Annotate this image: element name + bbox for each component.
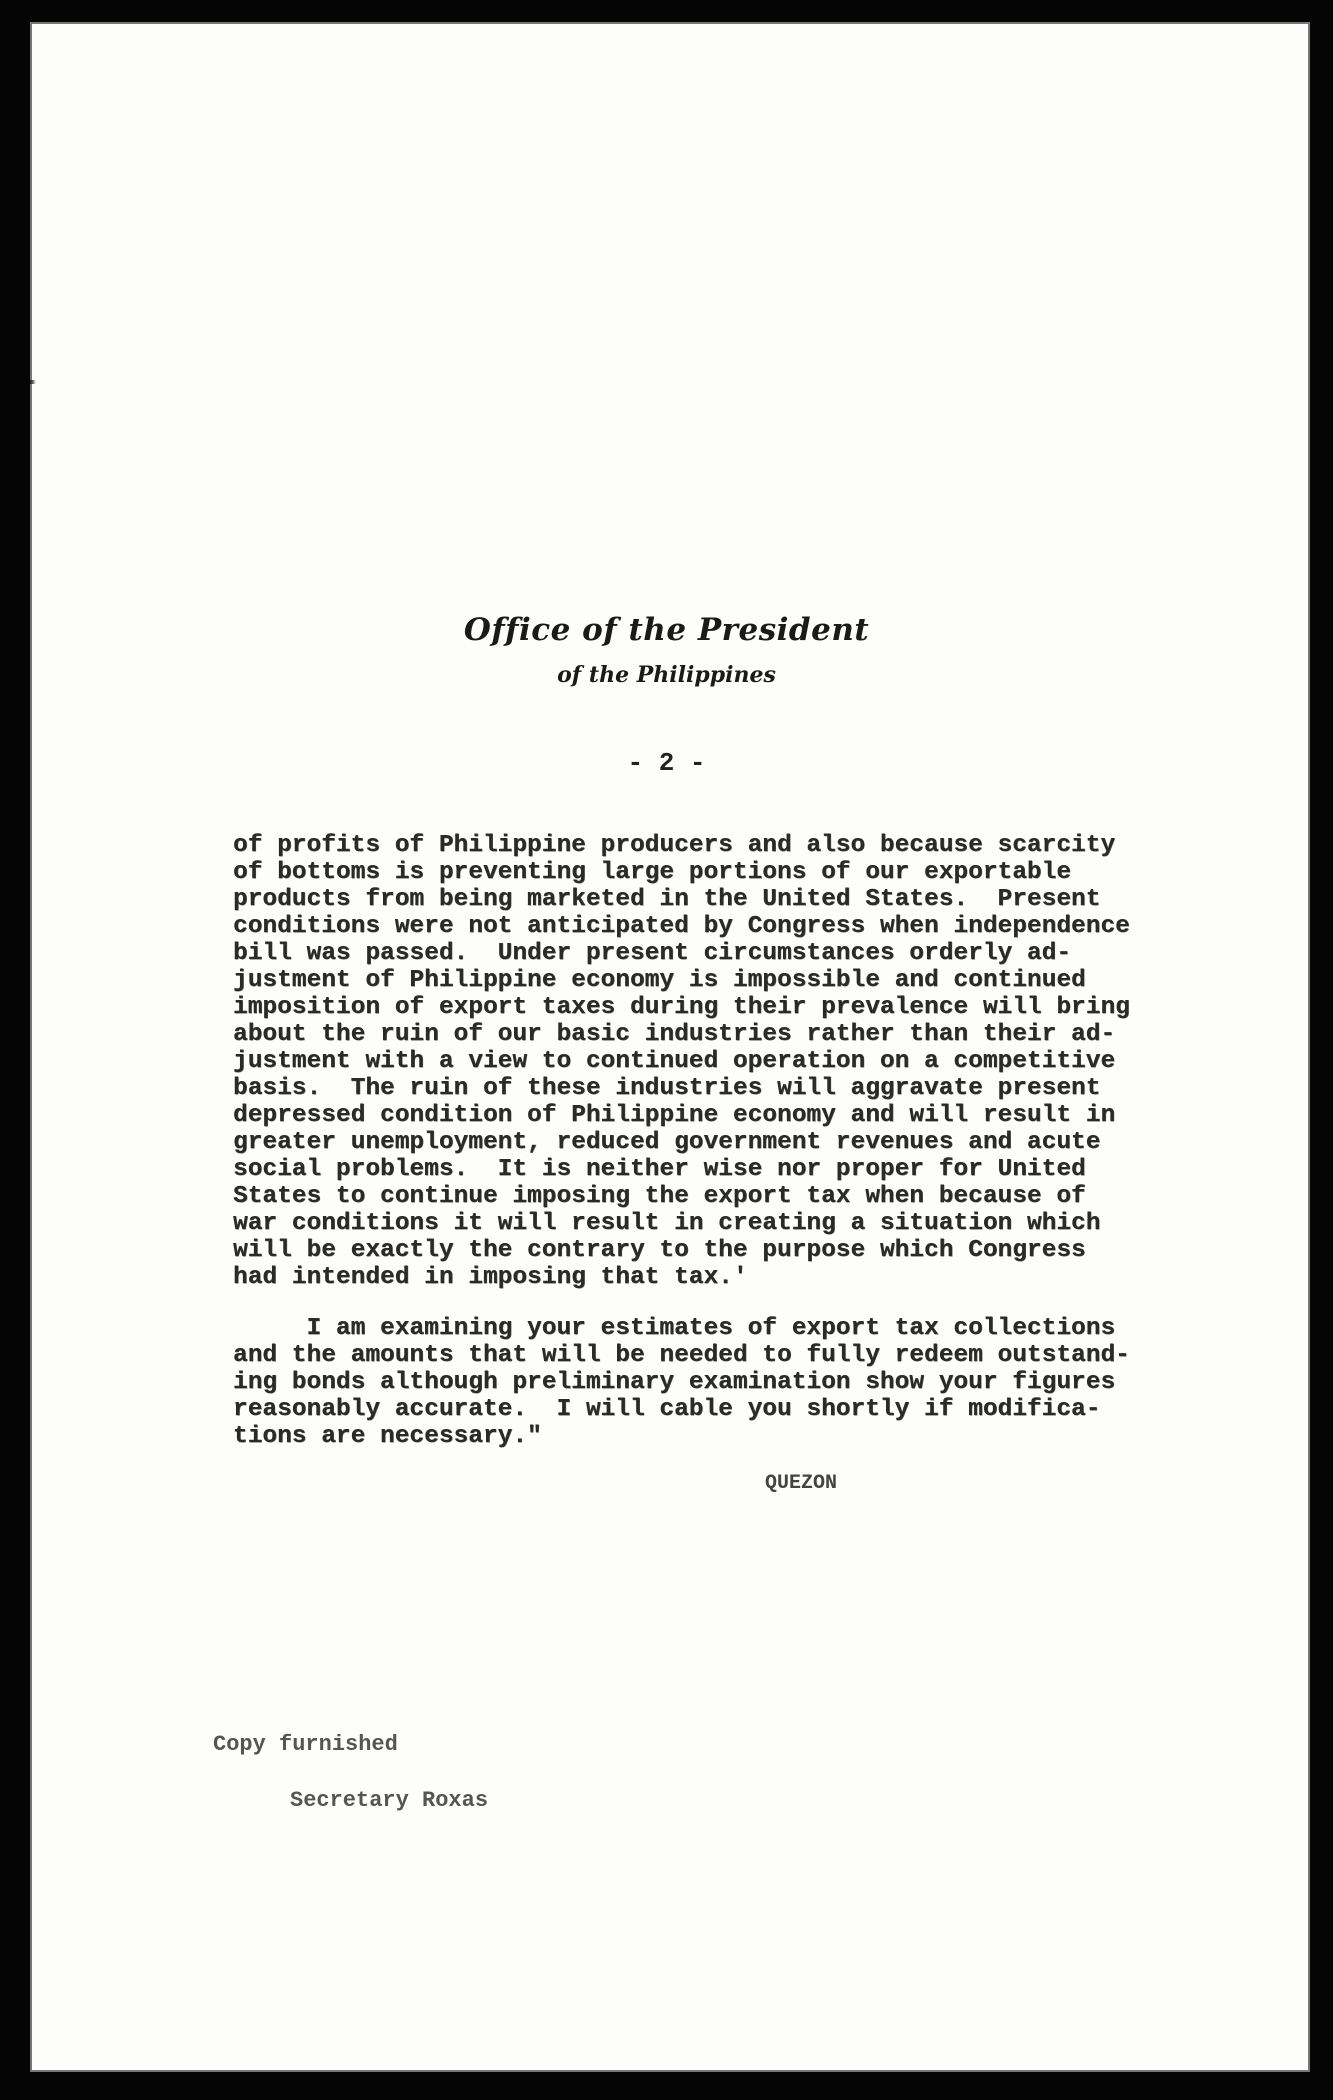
body-line: States to continue imposing the export tax when because of <box>233 1183 1086 1210</box>
letterhead-subtitle: of the Philippines <box>557 662 776 688</box>
body-line: conditions were not anticipated by Congress when independence <box>233 913 1130 940</box>
body-line: war conditions it will result in creating a situation which <box>233 1210 1101 1237</box>
body-line: justment with a view to continued operation on a competitive <box>233 1048 1116 1075</box>
body-line: will be exactly the contrary to the purpose which Congress <box>233 1237 1086 1264</box>
body-line: bill was passed. Under present circumstances orderly ad- <box>233 940 1072 967</box>
body-line: had intended in imposing that tax.' <box>233 1264 748 1291</box>
copy-furnished-label: Copy furnished <box>213 1732 398 1757</box>
signature: QUEZON <box>765 1472 838 1495</box>
body-line: products from being marketed in the United States. Present <box>233 886 1101 913</box>
letterhead-title: Office of the President <box>463 612 870 648</box>
body-line: social problems. It is neither wise nor proper for United <box>233 1156 1086 1183</box>
body-line: and the amounts that will be needed to fully redeem outstand- <box>233 1342 1130 1369</box>
body-line: depressed condition of Philippine economy and will result in <box>233 1102 1116 1129</box>
body-line: greater unemployment, reduced government revenues and acute <box>233 1129 1101 1156</box>
body-line: reasonably accurate. I will cable you shortly if modifica- <box>233 1396 1101 1423</box>
body-line: tions are necessary." <box>233 1423 542 1450</box>
body-line: imposition of export taxes during their prevalence will bring <box>233 994 1130 1021</box>
body-line: of profits of Philippine producers and also because scarcity <box>233 832 1116 859</box>
body-line: about the ruin of our basic industries rather than their ad- <box>233 1021 1116 1048</box>
body-line: of bottoms is preventing large portions of our exportable <box>233 859 1072 886</box>
body-line: basis. The ruin of these industries will aggravate present <box>233 1075 1101 1102</box>
copy-furnished-recipient: Secretary Roxas <box>290 1788 489 1813</box>
body-line: I am examining your estimates of export tax collections <box>233 1315 1116 1342</box>
page-number: - 2 - <box>627 748 706 778</box>
body-line: ing bonds although preliminary examination show your figures <box>233 1369 1116 1396</box>
body-line: justment of Philippine economy is impossible and continued <box>233 967 1086 994</box>
paper-fold-line <box>30 380 1312 384</box>
